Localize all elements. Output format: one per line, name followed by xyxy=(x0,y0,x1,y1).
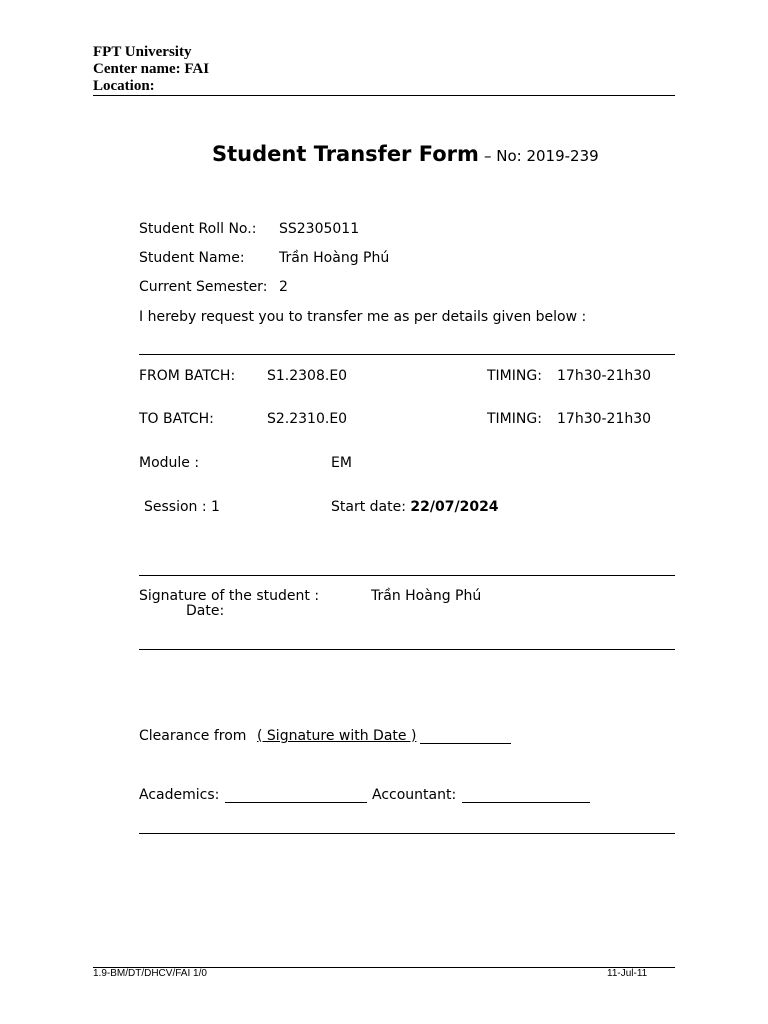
request-text: I hereby request you to transfer me as per details given below : xyxy=(139,309,587,325)
start-date-label: Start date: xyxy=(331,499,406,515)
from-timing-label: TIMING: xyxy=(487,368,542,384)
module-label: Module : xyxy=(139,455,200,471)
to-batch-value: S2.2310.E0 xyxy=(267,411,348,427)
clearance-signature-line xyxy=(420,743,511,744)
form-title-block xyxy=(212,142,599,166)
clearance-label: Clearance from xyxy=(139,728,247,744)
center-name: Center name: FAI xyxy=(93,61,210,77)
header-divider xyxy=(93,95,675,96)
academics-signature-line xyxy=(225,802,367,803)
module-value: EM xyxy=(331,455,352,471)
start-date-value: 22/07/2024 xyxy=(410,499,499,515)
section-divider-1 xyxy=(139,354,675,355)
to-timing-label: TIMING: xyxy=(487,411,542,427)
section-divider-4 xyxy=(139,833,675,834)
form-number: – No: 2019-239 xyxy=(483,147,599,165)
academics-label: Academics: xyxy=(139,787,220,803)
name-value: Trần Hoàng Phú xyxy=(279,250,390,266)
to-timing-value: 17h30-21h30 xyxy=(557,411,652,427)
semester-value: 2 xyxy=(279,279,288,295)
from-timing-value: 17h30-21h30 xyxy=(557,368,652,384)
to-batch-label: TO BATCH: xyxy=(139,411,214,427)
accountant-label: Accountant: xyxy=(372,787,457,803)
university-name: FPT University xyxy=(93,44,192,60)
roll-value: SS2305011 xyxy=(279,221,360,237)
session-text: Session : 1 xyxy=(144,499,220,515)
footer-date: 11-Jul-11 xyxy=(607,968,648,979)
start-date-block xyxy=(331,499,499,515)
accountant-signature-line xyxy=(462,802,590,803)
form-title: Student Transfer Form xyxy=(212,142,479,166)
signature-value: Trần Hoàng Phú xyxy=(371,588,482,604)
name-label: Student Name: xyxy=(139,250,245,266)
clearance-hint: ( Signature with Date ) xyxy=(257,728,417,744)
semester-label: Current Semester: xyxy=(139,279,268,295)
location-label: Location: xyxy=(93,78,155,94)
section-divider-2 xyxy=(139,575,675,576)
from-batch-label: FROM BATCH: xyxy=(139,368,236,384)
signature-date-label: Date: xyxy=(186,603,225,619)
roll-label: Student Roll No.: xyxy=(139,221,257,237)
signature-label: Signature of the student : xyxy=(139,588,320,604)
footer-code: 1.9-BM/DT/DHCV/FAI 1/0 xyxy=(93,968,207,979)
section-divider-3 xyxy=(139,649,675,650)
from-batch-value: S1.2308.E0 xyxy=(267,368,348,384)
